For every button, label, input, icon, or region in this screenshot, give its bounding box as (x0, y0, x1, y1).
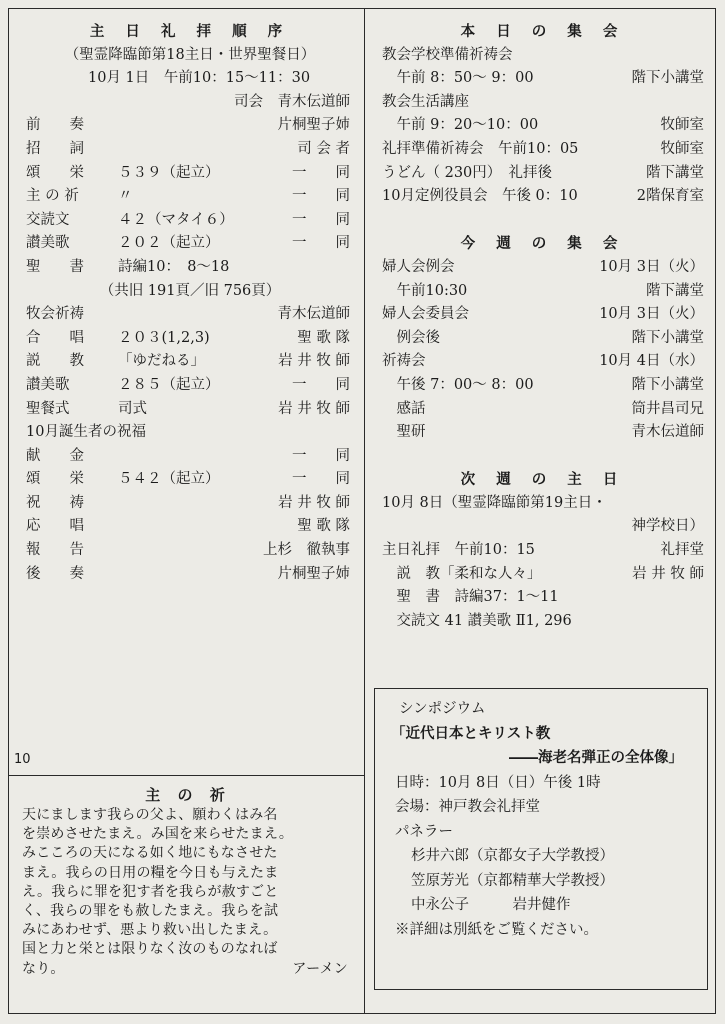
order-leader: 青木伝道師 (277, 306, 350, 323)
meeting-row (382, 398, 704, 422)
meeting-place: 階下小講堂 (631, 376, 704, 393)
meeting-place: 牧師室 (660, 140, 704, 157)
prayer-body (22, 806, 354, 960)
meeting-place: 10月 4日（水） (599, 353, 704, 370)
order-detail: 司式 (118, 400, 147, 417)
order-detail: ２０３(1,2,3) (118, 329, 210, 346)
prayer-line: みこころの天になる如く地にもなさせた (22, 845, 278, 862)
page-number: 10 (14, 752, 31, 767)
order-detail: 「ゆだねる」 (118, 353, 205, 370)
meeting-place: 階下講堂 (646, 164, 704, 181)
meetings (382, 20, 704, 633)
meeting-row (382, 138, 704, 162)
meeting-row (382, 563, 704, 587)
column-divider (364, 8, 365, 1014)
order-row (26, 114, 354, 138)
meeting-place: 青木伝道師 (631, 424, 704, 441)
prayer-line: みにあわせず、悪より救い出したまえ。 (22, 922, 278, 939)
meeting-row (382, 256, 704, 280)
meeting-row (382, 350, 704, 374)
order-detail: 詩編10： 8〜18 (118, 258, 230, 275)
meeting-name: 主日礼拝 午前10：15 (382, 542, 535, 559)
order-row (26, 539, 354, 563)
meeting-name: 聖 書 詩編37：1〜11 (382, 589, 559, 606)
prayer-line: く、我らの罪をも赦したまえ。我らを試 (22, 903, 279, 920)
meeting-place: 階下小講堂 (631, 70, 704, 87)
order-detail: 〃 (118, 188, 133, 205)
meeting-name: 婦人会例会 (382, 258, 455, 275)
meeting-row (382, 44, 704, 68)
order-row (26, 303, 354, 327)
meeting-row (382, 539, 704, 563)
order-item: 前 奏 (26, 117, 84, 134)
order-leader: 司 会 者 (297, 140, 350, 157)
meeting-place: 10月 3日（火） (599, 306, 704, 323)
order-item: 交読文 (26, 211, 70, 228)
meeting-name: うどん（ 230円） 礼拝後 (382, 164, 553, 181)
meeting-name: 午後 7：00〜 8：00 (382, 376, 534, 393)
meeting-name: 例会後 (382, 329, 440, 346)
order-row (26, 138, 354, 162)
order-item: 主 の 祈 (26, 188, 79, 205)
order-item: 報 告 (26, 542, 84, 559)
today-list (382, 44, 704, 209)
order-leader: 一 同 (292, 471, 350, 488)
prayer-line: 国と力と栄とは限りなく汝のものなれば (22, 941, 278, 958)
meeting-row (382, 162, 704, 186)
order-row (26, 185, 354, 209)
meeting-place: 牧師室 (660, 117, 704, 134)
prayer-line: まえ。我らの日用の糧を今日も与えたま (22, 864, 279, 881)
meeting-row (382, 586, 704, 610)
order-leader: 岩 井 牧 師 (278, 400, 350, 417)
order-leader: 聖 歌 隊 (297, 518, 350, 535)
order-item: 応 唱 (26, 518, 84, 535)
order-item: 献 金 (26, 447, 84, 464)
meeting-name: 教会生活講座 (382, 93, 469, 110)
order-row (26, 256, 354, 280)
meeting-name: 説 教「柔和な人々」 (382, 565, 542, 582)
meeting-name: 午前10:30 (382, 282, 468, 299)
meeting-name: 教会学校準備祈祷会 (382, 46, 513, 63)
week-list (382, 256, 704, 445)
order-leader: 一 同 (292, 235, 350, 252)
meeting-place: 筒井昌司兄 (631, 400, 704, 417)
prayer-divider (8, 775, 364, 776)
panel-label: パネラー (395, 823, 453, 840)
prayer-line: を崇めさせたまえ。み国を来らせたまえ。 (22, 826, 294, 843)
next-list (382, 539, 704, 633)
meeting-name: 婦人会委員会 (382, 306, 469, 323)
order-leader: 岩 井 牧 師 (278, 494, 350, 511)
order-detail: ４２（マタイ６） (118, 211, 234, 228)
meeting-name: 午前 8：50〜 9：00 (382, 70, 534, 87)
order-item: 聖 書 (26, 258, 84, 275)
order-row (26, 563, 354, 587)
meeting-row (382, 303, 704, 327)
worship-subtitle: （聖霊降臨節第18主日・世界聖餐日） (64, 46, 316, 63)
panelist: 笠原芳光（京都精華大学教授） (411, 872, 614, 889)
order-detail: ５３９（起立） (118, 164, 220, 181)
order-row (26, 232, 354, 256)
symposium-venue: 会場：神戸教会礼拝堂 (395, 799, 540, 815)
prayer-last-line: なり。 (22, 960, 65, 977)
meeting-name: 午前 9：20〜10：00 (382, 117, 539, 134)
order-leader: 聖 歌 隊 (297, 329, 350, 346)
meeting-place: 礼拝堂 (660, 542, 704, 559)
meeting-row (382, 280, 704, 304)
meeting-row (382, 374, 704, 398)
meeting-place: 10月 3日（火） (599, 258, 704, 275)
panelist-list (375, 844, 707, 918)
order-detail: ５４２（起立） (118, 471, 220, 488)
presider: 司会 青木伝道師 (234, 93, 350, 110)
meeting-place: 階下講堂 (646, 282, 704, 299)
amen: アーメン (292, 960, 348, 977)
meeting-row (382, 610, 704, 634)
symposium-theme-2: ――海老名弾正の全体像」 (509, 749, 683, 766)
order-item: 招 詞 (26, 140, 84, 157)
week-title: 今 週 の 集 会 (460, 235, 626, 253)
meeting-name: 交読文 41 讃美歌 Ⅱ1, 296 (382, 612, 572, 629)
order-item: 説 教 (26, 353, 84, 370)
worship-order (26, 20, 354, 586)
meeting-name: 聖研 (382, 424, 426, 441)
order-row (26, 492, 354, 516)
meeting-name: 感話 (382, 400, 426, 417)
order-leader: 片桐聖子姉 (277, 565, 350, 582)
order-row (26, 468, 354, 492)
order-item: 頌 栄 (26, 471, 84, 488)
worship-date: 10月 1日 午前10：15〜11：30 (88, 70, 311, 87)
meeting-place: 階下小講堂 (631, 329, 704, 346)
order-row (26, 445, 354, 469)
order-item: 祝 祷 (26, 494, 84, 511)
order-row (26, 374, 354, 398)
panelist: 杉井六郎（京都女子大学教授） (411, 848, 614, 864)
order-item: 後 奏 (26, 565, 84, 582)
order-leader: 一 同 (292, 188, 350, 205)
next-date-2: 神学校日） (631, 518, 704, 535)
order-leader: 上杉 徹執事 (263, 542, 350, 559)
order-detail: ２８５（起立） (118, 376, 220, 393)
order-row (26, 327, 354, 351)
meeting-row (382, 91, 704, 115)
order-list (26, 114, 354, 279)
meeting-name: 祈祷会 (382, 353, 426, 370)
prayer-title: 主 の 祈 (145, 786, 231, 804)
order-list-3 (26, 445, 354, 587)
order-item: 讃美歌 (26, 376, 70, 393)
order-leader: 片桐聖子姉 (277, 117, 350, 134)
meeting-name: 10月定例役員会 午後 0：10 (382, 188, 578, 205)
symposium-theme-1: 「近代日本とキリスト教 (391, 724, 551, 742)
symposium-datetime: 日時：10月 8日（日）午後 1時 (395, 774, 601, 791)
symposium-note: ※詳細は別紙をご覧ください。 (395, 921, 598, 938)
lords-prayer (22, 784, 354, 979)
next-week-title: 次 週 の 主 日 (460, 471, 626, 489)
order-item: 牧会祈祷 (26, 306, 84, 323)
prayer-line: 天にまします我らの父よ、願わくはみ名 (22, 807, 278, 823)
order-item: 頌 栄 (26, 164, 84, 181)
prayer-line: え。我らに罪を犯す者を我らが赦すごと (22, 883, 279, 900)
meeting-row (382, 185, 704, 209)
panelist: 中永公子 岩井健作 (411, 897, 571, 913)
order-list-2 (26, 303, 354, 421)
order-row (26, 398, 354, 422)
symposium-title: シンポジウム (399, 701, 486, 717)
today-title: 本 日 の 集 会 (460, 23, 626, 40)
meeting-place: 岩 井 牧 師 (632, 565, 704, 582)
order-row (26, 515, 354, 539)
worship-order-title: 主 日 礼 拝 順 序 (89, 23, 291, 40)
meeting-name: 礼拝準備祈祷会 午前10：05 (382, 140, 579, 157)
order-item: 讃美歌 (26, 235, 70, 252)
order-leader: 一 同 (292, 164, 350, 181)
order-leader: 岩 井 牧 師 (278, 353, 350, 370)
order-item: 聖餐式 (26, 400, 70, 417)
next-date: 10月 8日（聖霊降臨節第19主日・ (382, 494, 607, 511)
order-row (26, 350, 354, 374)
meeting-place: 2階保育室 (636, 188, 704, 205)
meeting-row (382, 114, 704, 138)
meeting-row (382, 421, 704, 445)
order-leader: 一 同 (292, 447, 350, 464)
symposium-box (374, 688, 708, 990)
order-row (26, 209, 354, 233)
meeting-row (382, 67, 704, 91)
order-row (26, 162, 354, 186)
order-detail: ２０２（起立） (118, 235, 220, 252)
order-leader: 一 同 (292, 376, 350, 393)
order-item: 合 唱 (26, 329, 84, 346)
page-reference: （共旧 191頁／旧 756頁） (99, 282, 281, 299)
birthday-blessing: 10月誕生者の祝福 (26, 424, 146, 441)
order-leader: 一 同 (292, 211, 350, 228)
meeting-row (382, 327, 704, 351)
